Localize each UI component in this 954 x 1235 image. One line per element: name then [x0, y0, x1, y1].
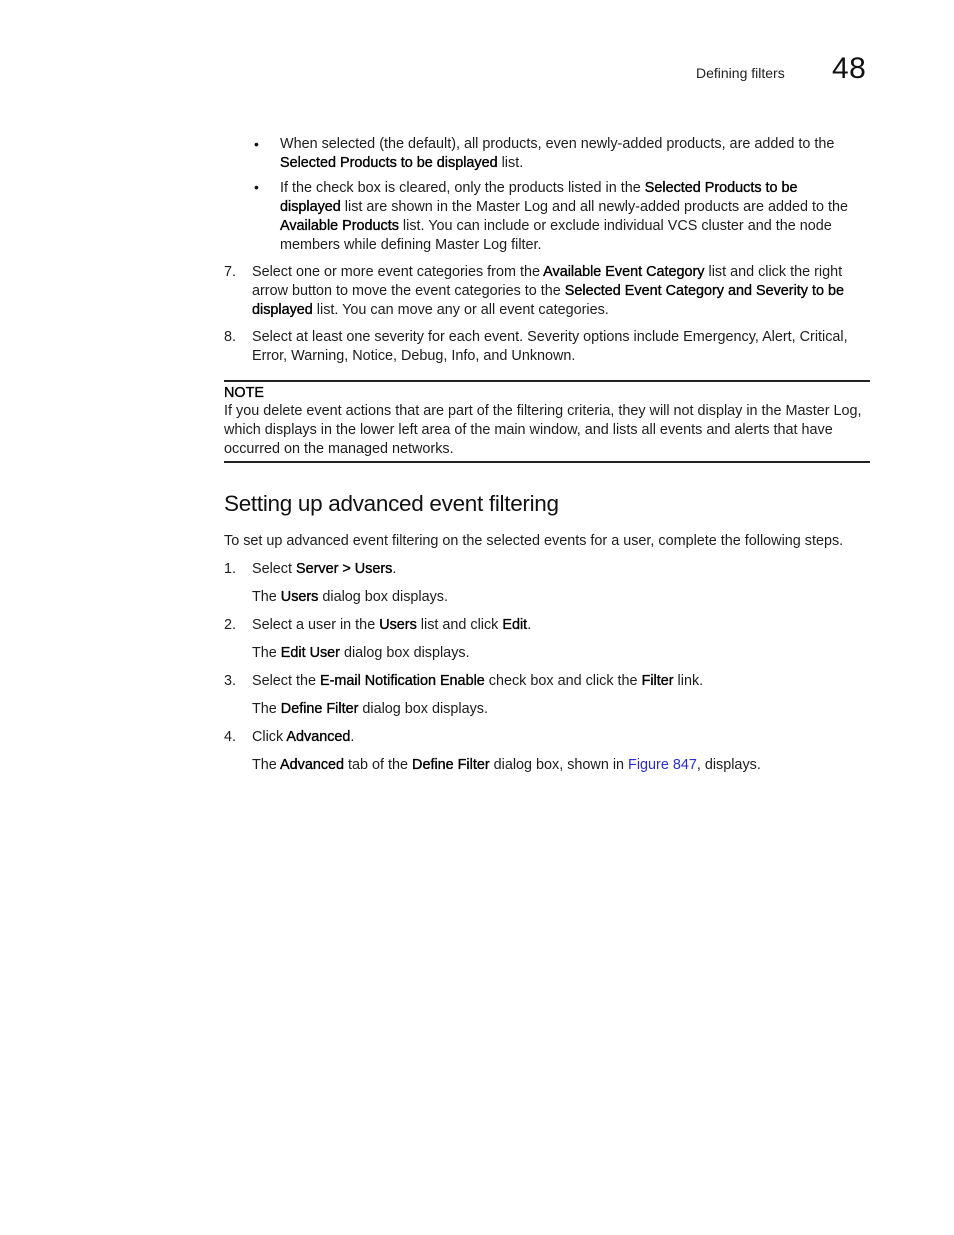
step-result — [252, 644, 470, 663]
ui-term: Selected Products to be displayed — [280, 155, 498, 171]
ui-term: Advanced — [286, 729, 351, 745]
step-number: 1. — [224, 561, 237, 577]
step-item — [252, 728, 354, 747]
step-text: link. — [673, 673, 704, 689]
step-text: dialog box displays. — [358, 701, 488, 717]
step-text: The — [252, 701, 281, 717]
step-text: check box and click the — [484, 673, 642, 689]
step-text: list and click the right — [704, 264, 843, 280]
ui-term: displayed — [280, 199, 341, 215]
step-text: The — [252, 589, 281, 605]
ui-term: Selected Products to be — [644, 180, 798, 196]
ui-term: Users — [280, 589, 319, 605]
step-number: 8. — [224, 329, 237, 345]
step-text: tab of the — [344, 757, 413, 773]
note-label: NOTE — [224, 385, 264, 401]
ui-term: Advanced — [280, 757, 345, 773]
ui-term: Filter — [641, 673, 674, 689]
ui-term: Define Filter — [280, 701, 359, 717]
note-text: If you delete event actions that are part of the filtering criteria, they will not display in the Master Log, — [224, 403, 862, 419]
step-item — [252, 560, 396, 579]
step-result — [252, 588, 448, 607]
step-text: Select — [252, 561, 296, 577]
ui-term: Define Filter — [412, 757, 490, 773]
step-text: The — [252, 757, 281, 773]
note-bottom-rule — [224, 461, 870, 463]
ui-term: Edit — [502, 617, 528, 633]
chapter-number: 48 — [832, 52, 867, 85]
step-text: dialog box displays. — [339, 645, 470, 661]
ui-term: Available Products — [280, 218, 399, 234]
step-item — [252, 263, 844, 320]
ui-term: Users — [379, 617, 417, 633]
step-text: list and click — [416, 617, 503, 633]
step-text: . — [392, 561, 397, 577]
step-text: Select a user in the — [252, 617, 380, 633]
ui-term: Available Event Category — [543, 264, 705, 280]
ui-term: displayed — [252, 302, 313, 318]
bullet-text: list are shown in the Master Log and all newly-added products are added to the — [340, 199, 848, 215]
step-text: , displays. — [696, 757, 761, 773]
bullet-text: list. You can include or exclude individual VCS cluster and the node — [398, 218, 832, 234]
step-text: . — [350, 729, 355, 745]
bullet-text: list. — [497, 155, 524, 171]
figure-link[interactable]: Figure 847 — [628, 757, 697, 773]
ui-term: Edit User — [280, 645, 340, 661]
bullet-item — [280, 179, 848, 255]
step-number: 7. — [224, 264, 237, 280]
step-text: Click — [252, 729, 287, 745]
bullet-item — [280, 135, 834, 173]
step-text: dialog box, shown in — [489, 757, 629, 773]
step-text: list. You can move any or all event categories. — [312, 302, 609, 318]
step-text: Select the — [252, 673, 320, 689]
step-text: dialog box displays. — [318, 589, 448, 605]
step-item — [252, 672, 703, 691]
ui-term: Selected Event Category and Severity to be — [564, 283, 844, 299]
section-intro: To set up advanced event filtering on the selected events for a user, complete the following steps. — [224, 533, 844, 549]
step-item — [252, 616, 531, 635]
step-text: The — [252, 645, 281, 661]
section-heading: Setting up advanced event filtering — [224, 491, 559, 516]
step-text: Select one or more event categories from the — [252, 264, 544, 280]
note-body — [224, 402, 862, 459]
running-header-title: Defining filters — [696, 65, 785, 81]
bullet-text: When selected (the default), all products, even newly-added products, are added to the — [280, 136, 835, 152]
note-text: occurred on the managed networks. — [224, 441, 454, 457]
ui-term: E-mail Notification Enable — [320, 673, 485, 689]
step-text: . — [527, 617, 532, 633]
step-result — [252, 700, 488, 719]
step-number: 2. — [224, 617, 237, 633]
step-result — [252, 756, 761, 775]
step-item — [252, 328, 848, 366]
note-text: which displays in the lower left area of the main window, and lists all events and alerts that have — [224, 422, 833, 438]
bullet-text: If the check box is cleared, only the products listed in the — [280, 180, 645, 196]
step-number: 3. — [224, 673, 237, 689]
bullet-marker: • — [254, 136, 259, 152]
step-text: Select at least one severity for each event. Severity options include Emergency, Alert, Critical, — [252, 329, 848, 345]
step-number: 4. — [224, 729, 237, 745]
note-top-rule — [224, 380, 870, 382]
bullet-text: members while defining Master Log filter. — [280, 237, 542, 253]
step-text: Error, Warning, Notice, Debug, Info, and Unknown. — [252, 348, 576, 364]
ui-term: Server > Users — [296, 561, 393, 577]
step-text: arrow button to move the event categories to the — [252, 283, 565, 299]
bullet-marker: • — [254, 179, 259, 195]
